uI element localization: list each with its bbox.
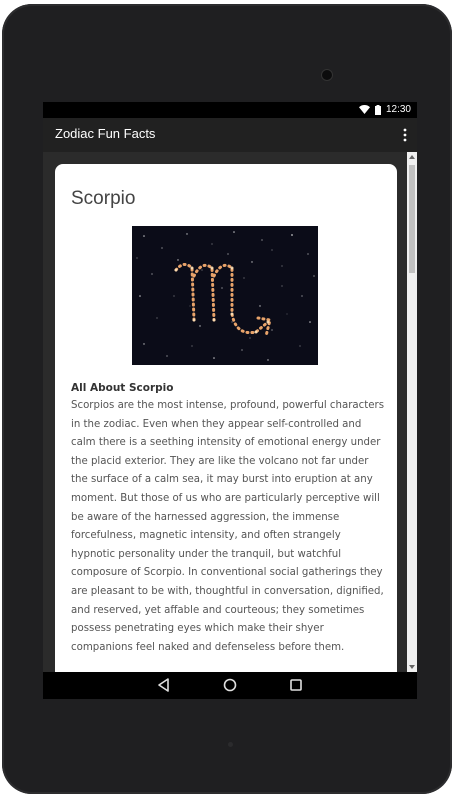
wifi-icon <box>359 105 370 114</box>
content-area[interactable] <box>43 152 417 672</box>
status-time: 12:30 <box>385 104 411 115</box>
app-bar <box>43 118 417 152</box>
app-title: Zodiac Fun Facts <box>55 126 156 141</box>
sign-description: Scorpios are the most intense, profound, powerful characters in the zodiac. Even when they appear self-controlled and calm there is a seething intensity of emotional energy under the placid exterior. They are like the volcano not far under the surface of a calm sea, it may burst into eruption at any moment. But those of us who are particularly perceptive will be aware of the harnessed aggression, the immense forcefulness, magnetic intensity, and often strangely hypnotic personality under the tranquil, but watchful composure of Scorpio. In conventional social gatherings they are pleasant to be with, thoughtful in conversation, dignified, and reserved, yet affable and courteous; they sometimes possess penetrating eyes which make their shyer companions feel naked and defenseless before them. <box>71 400 385 653</box>
tablet-device <box>2 4 452 794</box>
sign-title: Scorpio <box>71 188 136 209</box>
light-sensor <box>228 742 233 747</box>
home-icon[interactable] <box>222 677 238 693</box>
sign-card <box>55 164 397 672</box>
navigation-bar <box>43 672 417 699</box>
overflow-menu-icon[interactable] <box>401 127 409 143</box>
front-camera <box>322 70 332 80</box>
status-icons <box>359 104 411 115</box>
status-bar <box>43 102 417 118</box>
scrollbar[interactable] <box>407 152 417 672</box>
scroll-up-icon[interactable] <box>409 155 415 159</box>
recents-icon[interactable] <box>288 677 304 693</box>
back-icon[interactable] <box>156 677 172 693</box>
screen <box>43 102 417 699</box>
section-heading: All About Scorpio <box>71 382 174 394</box>
battery-icon <box>375 105 381 115</box>
scroll-thumb[interactable] <box>409 165 415 273</box>
scroll-down-icon[interactable] <box>409 665 415 669</box>
scorpio-constellation-image <box>132 226 318 365</box>
